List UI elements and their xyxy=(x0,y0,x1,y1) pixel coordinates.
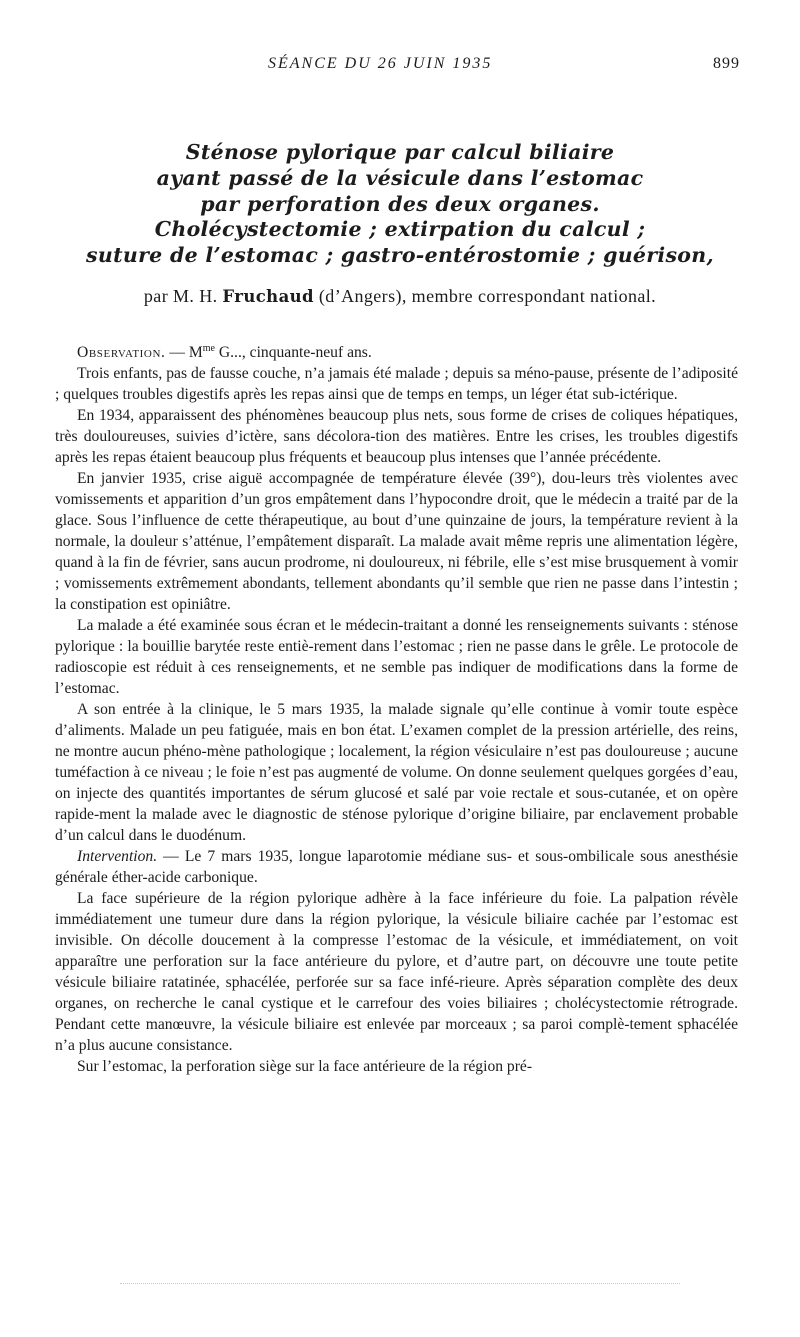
title-line: Sténose pylorique par calcul biliaire xyxy=(185,140,615,164)
article-title xyxy=(60,140,740,269)
intervention-text: — Le 7 mars 1935, longue laparotomie médiane sus- et sous-ombilicale sous anesthésie générale éther-acide carbonique. xyxy=(55,848,738,886)
paragraph: En 1934, apparaissent des phénomènes beaucoup plus nets, sous forme de crises de coliques hépatiques, très douloureuses, suivies d’ictère, sans décolora-tion des matières. Entre les crises, les troubles digestifs après les repas étaient beaucoup plus fréquents et beaucoup plus intenses que l’année précédente. xyxy=(55,407,738,466)
title-line: Cholécystectomie ; extirpation du calcul ; xyxy=(154,217,646,242)
running-head xyxy=(0,55,800,75)
article-body xyxy=(55,342,738,1077)
paragraph: En janvier 1935, crise aiguë accompagnée de température élevée (39°), dou-leurs très violentes avec vomissements et apparition d’un gros empâtement dans l’hypocondre droit, que le médecin a traité par de la glace. Sous l’influence de cette thérapeutique, au bout d’une quinzaine de jours, la température revient à la normale, la douleur s’atténue, l’empâtement disparaît. La malade avait même repris une alimentation légère, quand à la fin de février, sans aucun prodrome, ni douloureux, ni fébrile, elle s’est mise brusquement à vomir ; vomissements extrêmement abondants, tellement abondants qu’il semble que rien ne passe dans l’intestin ; la constipation est opiniâtre. xyxy=(55,470,738,613)
footer-rule xyxy=(120,1283,680,1284)
title-line: ayant passé de la vésicule dans l’estomac xyxy=(156,165,644,190)
observation-label: Observation. xyxy=(77,344,166,361)
paragraph: Trois enfants, pas de fausse couche, n’a jamais été malade ; depuis sa méno-pause, présente de l’adiposité ; quelques troubles digestifs après les repas ainsi que de temps en temps, un léger état sub-ictérique. xyxy=(55,365,738,403)
paragraph: Sur l’estomac, la perforation siège sur la face antérieure de la région pré- xyxy=(77,1058,533,1075)
page-number: 899 xyxy=(713,55,740,72)
intervention-label: Intervention. xyxy=(77,848,158,865)
author-byline xyxy=(60,286,740,307)
observation-intro: G..., cinquante-neuf ans. xyxy=(215,344,372,361)
byline-prefix: par M. H. xyxy=(143,286,223,306)
observation-heading xyxy=(55,342,738,363)
title-line: par perforation des deux organes. xyxy=(200,191,600,216)
paragraph: A son entrée à la clinique, le 5 mars 1935, la malade signale qu’elle continue à vomir toute espèce d’aliments. Malade un peu fatiguée, mais en bon état. L’examen complet de la pression artérielle, des reins, ne montre aucun phéno-mène pathologique ; localement, la région vésiculaire n’est pas douloureuse ; aucune tuméfaction à ce niveau ; le foie n’est pas augmenté de volume. On donne seulement quelques gorgées d’eau, on injecte des quantités importantes de sérum glucosé et salé par voie rectale et sous-cutanée, et on opère rapide-ment la malade avec le diagnostic de sténose pylorique d’origine biliaire, par enclavement probable d’un calcul dans le duodénum. xyxy=(55,701,738,844)
observation-dash: — M xyxy=(165,344,203,361)
title-superscript: me xyxy=(202,343,215,354)
author-name: Fruchaud xyxy=(222,287,314,306)
title-line: suture de l’estomac ; gastro-entérostomie ; guérison, xyxy=(86,243,714,268)
running-title: SÉANCE DU 26 JUIN 1935 xyxy=(268,55,493,72)
paragraph: La malade a été examinée sous écran et le médecin-traitant a donné les renseignements suivants : sténose pylorique : la bouillie barytée reste entiè-rement dans l’estomac ; rien ne passe dans le grêle. Le protocole de radioscopie est réduit à ces renseignements, et ne semble pas indiquer de modifications dans la forme de l’estomac. xyxy=(55,617,738,697)
paragraph: La face supérieure de la région pylorique adhère à la face inférieure du foie. La palpation révèle immédiatement une tumeur dure dans la région pylorique, la vésicule biliaire cachée par l’estomac est invisible. On décolle doucement à la compresse l’estomac de la vésicule, et immédiatement, on voit apparaître une perforation sur la face antérieure du pylore, et d’autre part, on découvre une toute petite vésicule biliaire ratatinée, sphacélée, perforée sur sa face infé-rieure. Après séparation complète des deux organes, on recherche le canal cystique et le carrefour des voies biliaires ; cholécystectomie rétrograde. Pendant cette manœuvre, la vésicule biliaire est enlevée par morceaux ; sa paroi complè-tement sphacélée n’a plus aucune consistance. xyxy=(55,890,738,1054)
byline-suffix: (d’Angers), membre correspondant national. xyxy=(314,286,657,306)
paragraph-intervention xyxy=(55,846,738,888)
